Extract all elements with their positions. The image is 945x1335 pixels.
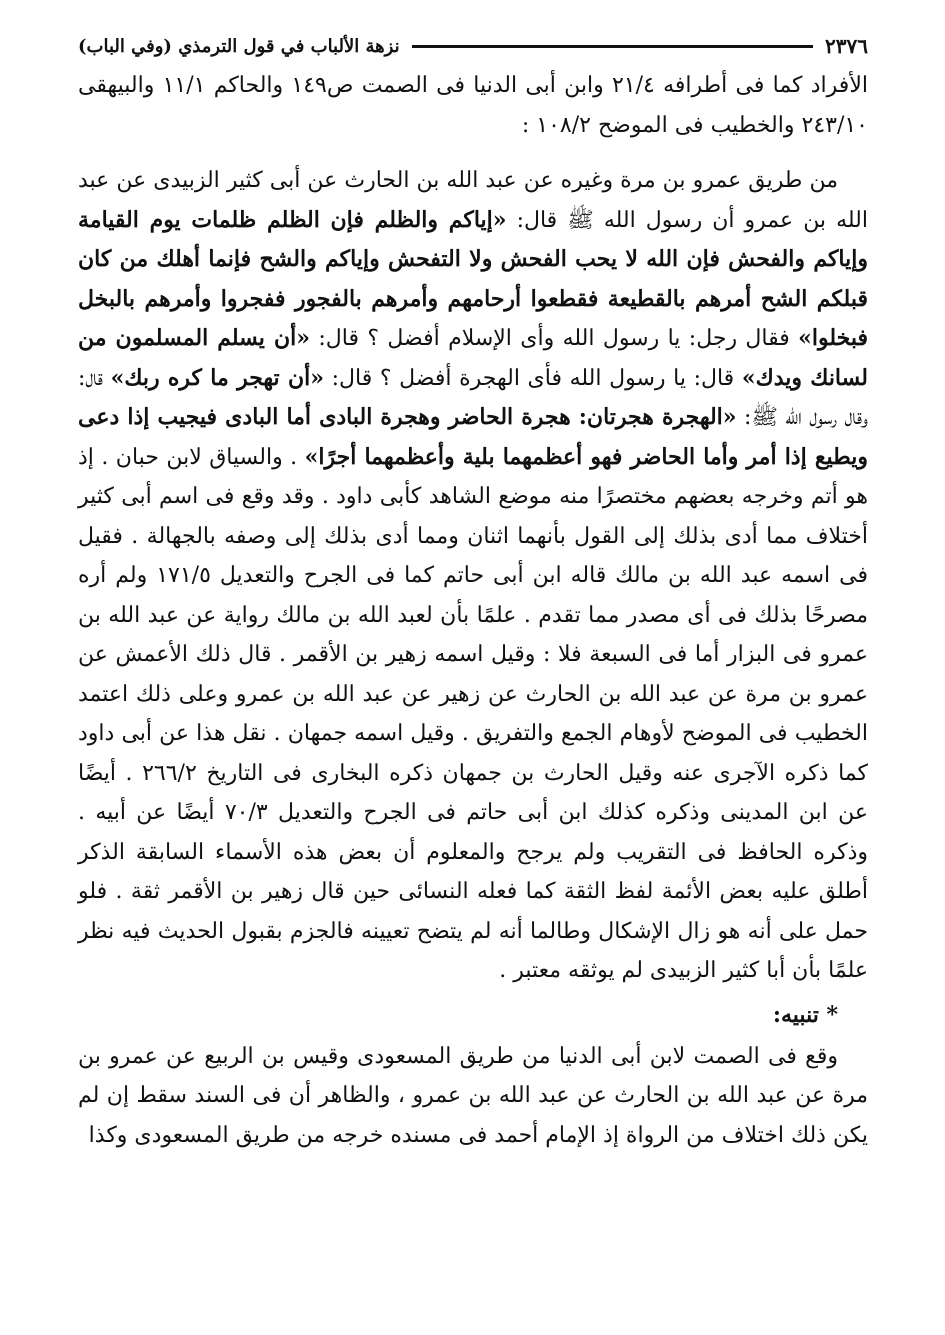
- hadith-quote: «أن تهجر ما كره ربك»: [110, 364, 324, 391]
- hadith-quote: «إياكم والظلم فإن الظلم ظلمات يوم القيامة وإياكم والفحش فإن الله لا يحب الفحش ولا التفحش وإياكم والشح فإنما أهلك من كان قبلكم الشح أمرهم بالقطيعة فقطعوا أرحامهم وأمرهم بالفجور ففجروا وأمرهم بالبخل فبخلوا»: [78, 206, 869, 351]
- text-segment: من طريق عمرو بن مرة وغيره عن عبد الله بن الحارث عن أبى كثير الزبيدى عن عبد الله بن عمرو أن رسول الله ﷺ قال:: [78, 168, 868, 233]
- document-page: [78, 28, 868, 1155]
- text-segment: قال: وقال رسول الله ﷺ:: [78, 365, 868, 430]
- text-segment: فقال رجل: يا رسول الله وأى الإسلام أفضل ؟ قال:: [309, 326, 799, 351]
- paragraph-note: وقع فى الصمت لابن أبى الدنيا من طريق المسعودى وقيس بن الربيع عن عمرو بن مرة عن عبد الله بن الحارث عن عبد الله بن عمرو ، والظاهر أن فى السند سقط إن لم يكن ذلك اختلاف من الرواة إذ الإمام أحمد فى مسنده خرجه من طريق المسعودى وكذا: [78, 1043, 868, 1148]
- note-heading: * تنبيه:: [772, 1001, 838, 1028]
- hadith-quote: «أن يسلم المسلمون من لسانك ويدك»: [78, 325, 868, 391]
- page-header: [78, 28, 868, 64]
- paragraph-hadith: [78, 161, 868, 991]
- text-segment: . والسياق لابن حبان . إذ هو أتم وخرجه بعضهم مختصرًا منه موضع الشاهد كأبى داود . وقد وقع فى اسم أبى كثير أختلاف مما أدى بذلك إلى القول بأنهما اثنان ومما أدى بذلك إلى وصفه بالجهالة . فقيل فى اسمه عبد الله بن مالك قاله ابن أبى حاتم كما فى الجرح والتعديل ١٧١/٥ ولم أره مصرحًا بذلك فى أى مصدر مما تقدم . علمًا بأن لعبد الله بن مالك رواية عن عبد الله بن عمرو فى البزار أما فى السبعة فلا : وقيل اسمه زهير بن الأقمر . قال ذلك الأعمش عن عمرو بن مرة عن عبد الله بن الحارث عن زهير عن عبد الله بن عمرو وعلى ذلك اعتمد الخطيب فى الموضح لأوهام الجمع والتفريق . وقيل اسمه جمهان . نقل هذا عن أبى داود كما ذكره الآجرى عنه وقيل الحارث بن جمهان ذكره البخارى فى التاريخ ٢٦٦/٢ . أيضًا عن ابن المدينى وذكره كذلك ابن أبى حاتم فى الجرح والتعديل ٧٠/٣ أيضًا عن أبيه . وذكره الحافظ فى التقريب ولم يرجح والمعلوم أن بعض هذه الأسماء السابقة الذكر أطلق عليه بعض الأئمة لفظ الثقة كما فعله النسائى حين قال زهير بن الأقمر ثقة . فلو حمل على أنه هو زال الإشكال وطالما أنه لم يتضح تعيينه فالجزم بقبول الحديث فيه نظر علمًا بأن أبا كثير الزبيدى لم يوثقه معتبر .: [78, 444, 868, 983]
- hadith-quote: «الهجرة هجرتان: هجرة الحاضر وهجرة البادى أما البادى فيجيب إذا دعى ويطيع إذا أمر وأما الحاضر فهو أعظمهما بلية وأعظمهما أجرًا»: [78, 404, 868, 470]
- text-segment: قال: يا رسول الله فأى الهجرة أفضل ؟ قال:: [323, 365, 742, 391]
- header-rule: [412, 45, 813, 48]
- running-title: نزهة الألباب في قول الترمذي (وفي الباب): [78, 35, 400, 57]
- paragraph-sources: الأفراد كما فى أطرافه ٢١/٤ وابن أبى الدنيا فى الصمت ص١٤٩ والحاكم ١١/١ والبيهقى ٢٤٣/١٠ والخطيب فى الموضح ١٠٨/٢ :: [78, 73, 868, 138]
- page-number: ٢٣٧٦: [825, 34, 868, 58]
